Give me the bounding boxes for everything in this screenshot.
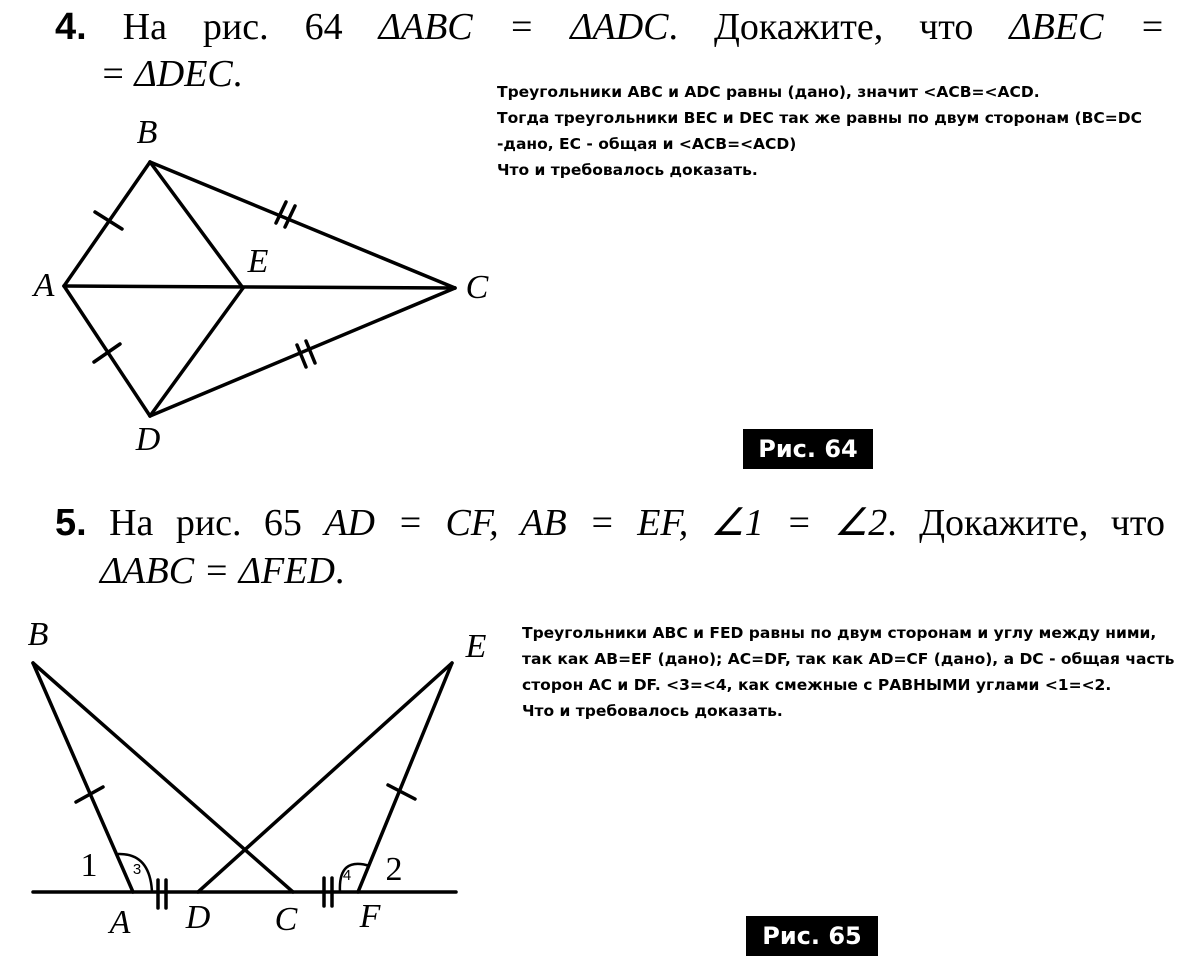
label-point-D: D <box>135 421 161 458</box>
problem4-goal-part1: ΔBEC = <box>1009 6 1166 48</box>
segment-ED <box>198 663 452 892</box>
problem4-goal-part2: = ΔDEC <box>100 53 233 95</box>
problem5-answer-line: сторон AC и DF. <3=<4, как смежные с РАВНЫМИ углами <1=<2. <box>522 676 1112 694</box>
segment-BC <box>33 663 293 892</box>
label-point-C: C <box>274 901 298 938</box>
problem4-period: . <box>232 53 243 95</box>
problem5-answer-line: Что и требовалось доказать. <box>522 702 783 720</box>
problem4-text: На рис. 64 <box>122 6 343 48</box>
label-point-F: F <box>359 898 381 935</box>
label-angle-1: 1 <box>80 847 98 884</box>
problem4-answer-line: -дано, EC - общая и <ACB=<ACD) <box>497 135 797 153</box>
figure-64-label: Рис. 64 <box>743 429 873 469</box>
label-point-E: E <box>247 243 269 280</box>
problem5-goal: ΔABC = ΔFED <box>100 550 335 592</box>
label-angle-3: 3 <box>132 861 142 878</box>
label-point-E: E <box>465 628 487 665</box>
problem4-prove-text: . Докажите, что <box>668 6 974 48</box>
problem4-answer-line: Треугольники ABC и ADC равны (дано), значит <ACB=<ACD. <box>497 83 1040 101</box>
label-point-C: C <box>465 269 489 306</box>
problem5-answer-line: Треугольники ABC и FED равны по двум сторонам и углу между ними, <box>522 624 1157 642</box>
problem5-number: 5. <box>55 502 87 544</box>
problem5-period: . <box>334 550 345 592</box>
label-point-A: A <box>109 904 131 941</box>
label-point-A: A <box>33 267 55 304</box>
label-point-D: D <box>185 899 211 936</box>
problem5-prove-text: . Докажите, что <box>887 502 1165 544</box>
problem5-condition: AD = CF, AB = EF, ∠1 = ∠2 <box>324 502 888 544</box>
label-point-B: B <box>27 616 49 653</box>
label-angle-4: 4 <box>342 867 352 884</box>
problem4-answer-line: Тогда треугольники BEC и DEC так же равны по двум сторонам (BC=DC <box>497 109 1143 127</box>
figure-65-label: Рис. 65 <box>746 916 878 956</box>
problem4-answer-line: Что и требовалось доказать. <box>497 161 758 179</box>
problem4-number: 4. <box>55 6 87 48</box>
problem5-text: На рис. 65 <box>109 502 302 544</box>
label-angle-2: 2 <box>385 851 403 888</box>
segment-FE <box>358 663 452 892</box>
label-point-B: B <box>136 114 158 151</box>
problem5-answer-line: так как AB=EF (дано); AC=DF, так как AD=CF (дано), а DC - общая часть <box>522 650 1175 668</box>
problem4-condition: ΔABC = ΔADC <box>378 6 669 48</box>
